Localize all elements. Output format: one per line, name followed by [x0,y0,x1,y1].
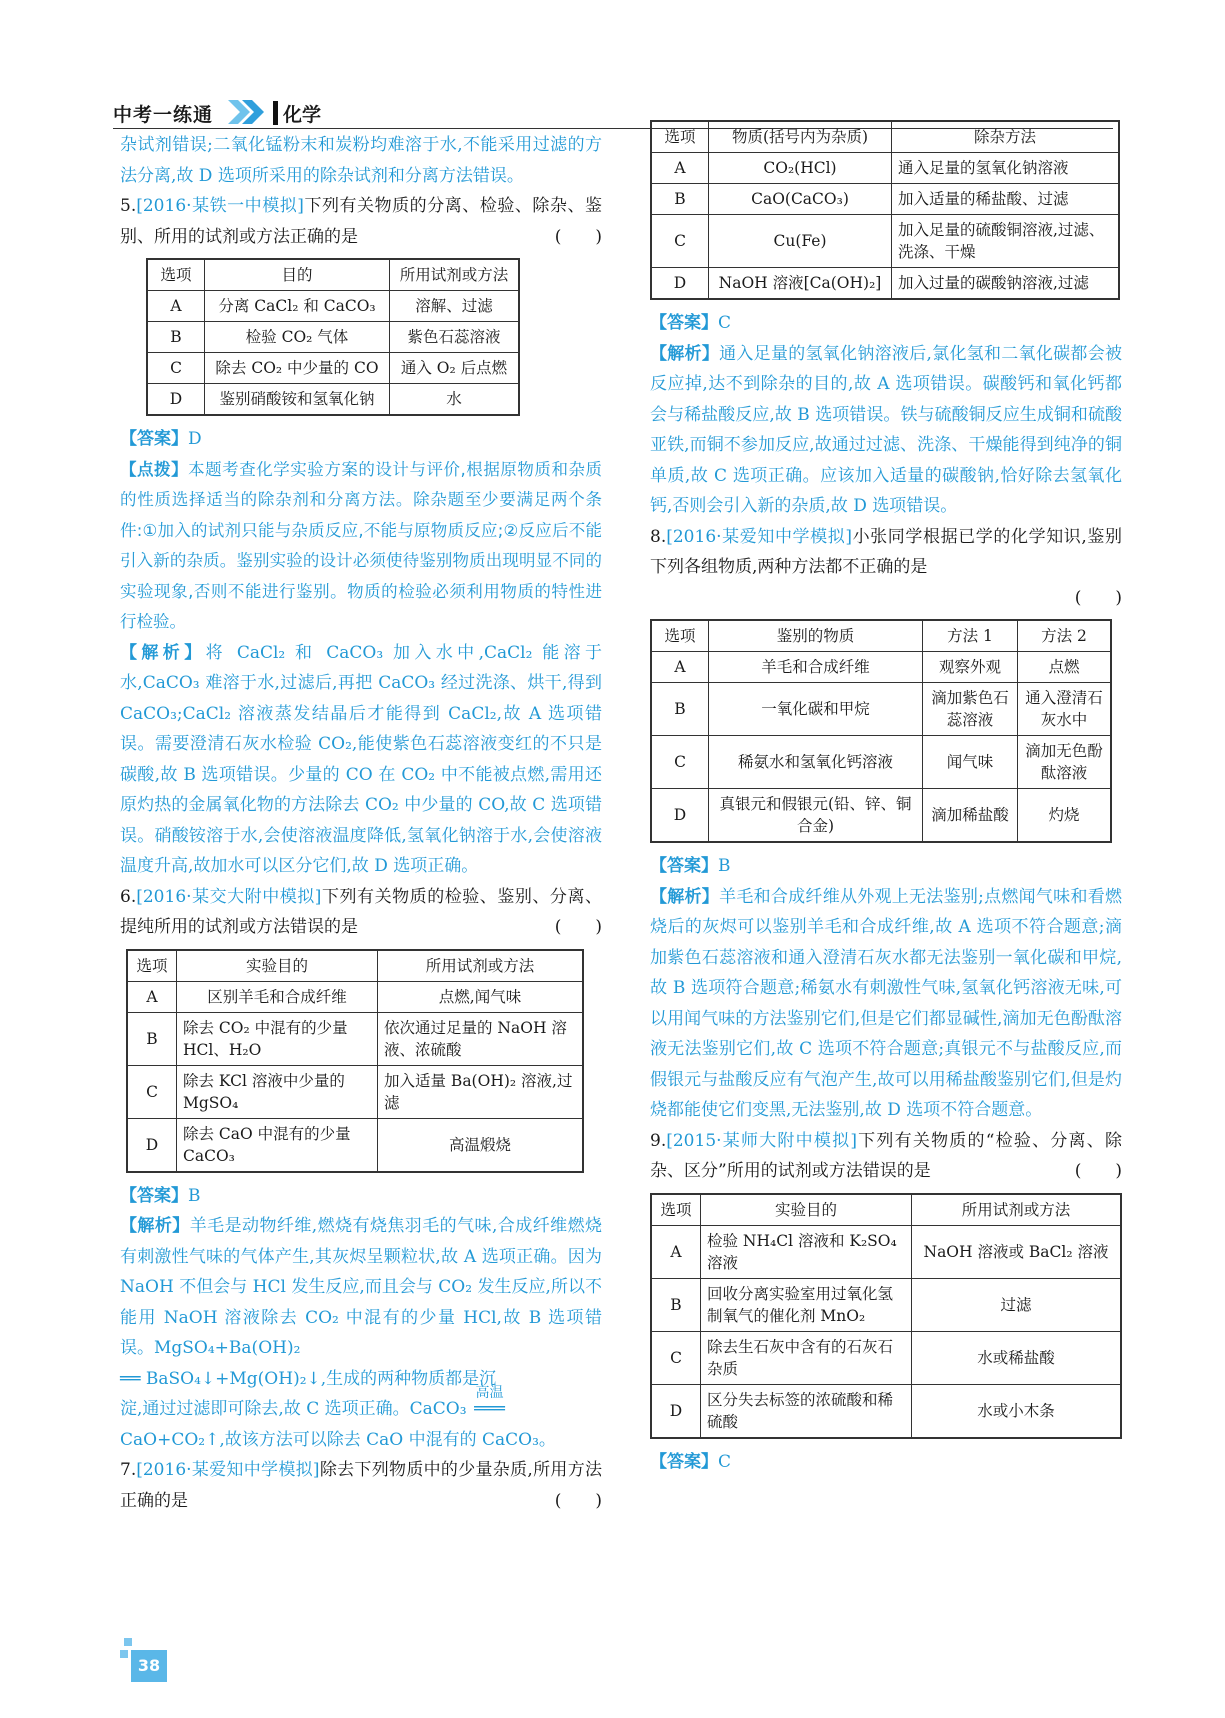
tip-text: 本题考查化学实验方案的设计与评价,根据原物质和杂质的性质选择适当的除杂剂和分离方法。除杂题至少要满足两个条件:①加入的试剂只能与杂质反应,不能与原物质反应;②反应后不能引入新的杂质。鉴别实验的设计必须使待鉴别物质出现明显不同的实验现象,否则不能进行鉴别。物质的检验必须利用物质的特性进行检验。 [120,459,602,631]
table-row [651,736,1111,789]
analysis-text: 羊毛是动物纤维,燃烧有烧焦羽毛的气味,合成纤维燃烧有刺激性气味的气体产生,其灰烬呈颗粒状,故 A 选项正确。因为 NaOH 不但会与 HCl 发生反应,而且会与 CO₂ 发生反应,所以不能用 NaOH 溶液除去 CO₂ 中混有的少量 HCl,故 B 选项错误。MgSO₄+Ba(OH)₂ [120,1216,603,1358]
q7-answer [650,308,1122,339]
table-row [651,789,1111,843]
table-cell: 通入足量的氢氧化钠溶液 [892,153,1120,184]
table-cell: NaOH 溶液[Ca(OH)₂] [709,268,892,300]
table-cell: 羊毛和合成纤维 [709,652,923,683]
table-header-cell: 实验目的 [701,1194,912,1226]
table-header-cell: 方法 1 [923,620,1018,652]
table-cell: 检验 NH₄Cl 溶液和 K₂SO₄ 溶液 [701,1225,912,1278]
table-cell: D [651,789,709,843]
table-cell: 回收分离实验室用过氧化氢制氧气的催化剂 MnO₂ [701,1278,912,1331]
q8-source: [2016·某爱知中学模拟] [666,526,852,547]
table-header-cell: 所用试剂或方法 [912,1194,1122,1226]
table-row [147,291,519,322]
table-cell: 检验 CO₂ 气体 [205,322,390,353]
q8-number: 8. [650,526,667,547]
table-cell: 滴加紫色石蕊溶液 [923,683,1018,736]
table-cell: 除去 KCl 溶液中少量的 MgSO₄ [177,1065,378,1118]
decor-square [124,1638,132,1646]
question-6 [120,882,602,943]
q7-text: 除去下列物质中的少量杂质,所用方法正确的是 [120,1460,602,1511]
table-cell: A [651,153,709,184]
table-cell: B [127,1012,177,1065]
table-row [147,322,519,353]
q5-text: 下列有关物质的分离、检验、除杂、鉴别、所用的试剂或方法正确的是 [120,196,603,247]
book-title: 中考一练通 [113,104,214,126]
q7-source: [2016·某爱知中学模拟] [136,1460,320,1480]
table-cell: B [147,322,205,353]
table-row [651,184,1119,215]
condition-label: 高温 [475,1385,504,1401]
q8-answer [650,851,1122,882]
table-header-cell: 实验目的 [177,950,378,982]
table-cell: 点燃,闻气味 [378,981,584,1012]
q7-table [650,120,1120,300]
table-header-row [651,1194,1121,1226]
table-cell: A [127,981,177,1012]
table-row [127,981,583,1012]
page-number: 38 [131,1650,167,1682]
table-cell: 滴加稀盐酸 [923,789,1018,843]
table-cell: 加入适量的稀盐酸、过滤 [892,184,1120,215]
answer-value: B [718,856,731,876]
table-row [127,1065,583,1118]
answer-value: C [718,313,732,333]
q5-analysis [120,638,602,882]
table-header-cell: 选项 [127,950,177,982]
table-cell: 水或小木条 [912,1384,1122,1438]
table-header-cell: 所用试剂或方法 [378,950,584,982]
analysis-text: 将 CaCl₂ 和 CaCO₃ 加入水中,CaCl₂ 能溶于水,CaCO₃ 难溶于水,过滤后,再把 CaCO₃ 经过洗涤、烘干,得到 CaCO₃;CaCl₂ 溶液蒸发结晶后才能得到 CaCl₂,故 A 选项错误。需要澄清石灰水检验 CO₂,能使紫色石蕊溶液变红的不只是碳酸,故 B 选项错误。少量的 CO 在 CO₂ 中不能被点燃,需用还原灼热的金属氧化物的方法除去 CO₂ 中少量的 CO,故 C 选项错误。硝酸铵溶于水,会使溶液温度降低,氢氧化钠溶于水,会使溶液温度升高,故加水可以区分它们,故 D 选项正确。 [120,642,602,876]
table-header-cell: 选项 [651,121,709,153]
q7-number: 7. [120,1460,137,1480]
question-5 [120,191,602,252]
q7-answer-paren: ( ) [554,1490,602,1511]
table-cell: 通入澄清石灰水中 [1018,683,1112,736]
q9-source: [2015·某师大附中模拟] [666,1130,857,1151]
table-header-cell: 除杂方法 [892,121,1120,153]
q5-tip [120,455,602,638]
q6-number: 6. [120,886,137,907]
q5-answer-paren: ( ) [554,226,602,247]
equals-sign: ═══ [474,1399,505,1419]
table-cell: Cu(Fe) [709,215,892,268]
q6-table [126,949,584,1173]
table-header-cell: 物质(括号内为杂质) [709,121,892,153]
table-cell: 溶解、过滤 [390,291,520,322]
analysis-text: 淀,通过过滤即可除去,故 C 选项正确。CaCO₃ [120,1399,467,1419]
table-cell: 除去 CO₂ 中混有的少量 HCl、H₂O [177,1012,378,1065]
table-row [147,353,519,384]
table-cell: 灼烧 [1018,789,1112,843]
table-cell: 加入适量 Ba(OH)₂ 溶液,过滤 [378,1065,584,1118]
q8-answer-paren: ( ) [1074,587,1122,608]
table-cell: 一氧化碳和甲烷 [709,683,923,736]
table-cell: B [651,683,709,736]
table-cell: C [127,1065,177,1118]
q5-table [146,258,520,416]
q6-analysis [120,1211,602,1364]
reaction-condition [467,1385,513,1425]
q8-analysis [650,882,1122,1126]
table-header-row [651,620,1111,652]
q6-text: 下列有关物质的检验、鉴别、分离、提纯所用的试剂或方法错误的是 [120,886,603,937]
analysis-tag: 【解析】 [650,886,720,907]
table-cell: 真银元和假银元(铅、锌、铜合金) [709,789,923,843]
answer-value: C [718,1451,732,1472]
table-cell: 区别羊毛和合成纤维 [177,981,378,1012]
table-cell: 加入足量的硫酸铜溶液,过滤、洗涤、干燥 [892,215,1120,268]
table-row [651,268,1119,300]
table-cell: D [127,1118,177,1172]
left-column [120,130,602,1516]
table-row [651,215,1119,268]
table-row [147,384,519,416]
answer-tag: 【答案】 [120,429,188,449]
table-cell: 稀氨水和氢氧化钙溶液 [709,736,923,789]
table-row [651,1225,1121,1278]
table-row [127,1012,583,1065]
table-cell: 加入过量的碳酸钠溶液,过滤 [892,268,1120,300]
table-header-cell: 所用试剂或方法 [390,259,520,291]
q6-analysis-equation: ══ BaSO₄↓+Mg(OH)₂↓,生成的两种物质都是沉 [120,1368,497,1389]
q9-answer [650,1447,1122,1478]
q6-analysis-end: CaO+CO₂↑,故该方法可以除去 CaO 中混有的 CaCO₃。 [120,1429,556,1450]
q6-answer-paren: ( ) [554,917,602,937]
table-row [651,1278,1121,1331]
answer-tag: 【答案】 [120,1185,188,1206]
table-cell: 观察外观 [923,652,1018,683]
q9-answer-paren: ( ) [1074,1161,1122,1181]
table-header-cell: 目的 [205,259,390,291]
table-cell: C [651,1331,701,1384]
table-cell: 点燃 [1018,652,1112,683]
table-cell: A [147,291,205,322]
table-cell: D [147,384,205,416]
answer-tag: 【答案】 [650,313,718,333]
table-cell: D [651,268,709,300]
table-cell: 鉴别硝酸铵和氢氧化钠 [205,384,390,416]
q9-number: 9. [650,1130,667,1151]
table-header-cell: 选项 [651,620,709,652]
table-cell: 过滤 [912,1278,1122,1331]
table-header-cell: 方法 2 [1018,620,1112,652]
question-8 [650,522,1122,583]
table-cell: 除去生石灰中含有的石灰石杂质 [701,1331,912,1384]
q9-text: 下列有关物质的“检验、分离、除杂、区分”所用的试剂或方法错误的是 [650,1130,1122,1181]
table-cell: B [651,1278,701,1331]
table-cell: 分离 CaCl₂ 和 CaCO₃ [205,291,390,322]
q6-analysis-cont [120,1385,602,1425]
table-header-cell: 选项 [651,1194,701,1226]
table-cell: 区分失去标签的浓硫酸和稀硫酸 [701,1384,912,1438]
table-cell: C [651,215,709,268]
table-cell: B [651,184,709,215]
table-cell: 水 [390,384,520,416]
q5-source: [2016·某铁一中模拟] [136,196,304,216]
table-cell: 除去 CaO 中混有的少量 CaCO₃ [177,1118,378,1172]
q6-answer [120,1181,602,1212]
table-cell: A [651,1225,701,1278]
table-cell: D [651,1384,701,1438]
table-row [651,153,1119,184]
analysis-tag: 【解析】 [120,1216,190,1236]
table-cell: 除去 CO₂ 中少量的 CO [205,353,390,384]
q5-answer [120,424,602,455]
continued-analysis: 杂试剂错误;二氧化锰粉末和炭粉均难溶于水,不能采用过滤的方法分离,故 D 选项所采用的除杂试剂和分离方法错误。 [120,135,602,186]
table-cell: C [147,353,205,384]
table-row [651,1331,1121,1384]
table-cell: C [651,736,709,789]
table-cell: 水或稀盐酸 [912,1331,1122,1384]
table-cell: 紫色石蕊溶液 [390,322,520,353]
table-header-row [651,121,1119,153]
q7-analysis [650,339,1122,522]
table-row [651,683,1111,736]
header-divider [273,101,278,125]
analysis-tag: 【解析】 [650,343,720,364]
page-header [113,98,653,132]
analysis-text: 羊毛和合成纤维从外观上无法鉴别;点燃闻气味和看燃烧后的灰烬可以鉴别羊毛和合成纤维,故 A 选项不符合题意;滴加紫色石蕊溶液和通入澄清石灰水都无法鉴别一氧化碳和甲烷,故 B 选项符合题意;稀氨水有刺激性气味,氢氧化钙溶液无味,可以用闻气味的方法鉴别它们,但是它们都显碱性,滴加无色酚酞溶液无法鉴别它们,故 C 选项不符合题意;真银元不与盐酸反应,而假银元与盐酸反应有气泡产生,故可以用稀盐酸鉴别它们,但是灼烧都能使它们变黑,无法鉴别,故 D 选项不符合题意。 [650,886,1122,1120]
table-cell: 滴加无色酚酞溶液 [1018,736,1112,789]
q8-text: 小张同学根据已学的化学知识,鉴别下列各组物质,两种方法都不正确的是 [650,526,1123,577]
q9-table [650,1193,1122,1439]
table-header-cell: 选项 [147,259,205,291]
table-cell: 高温煅烧 [378,1118,584,1172]
answer-value: D [188,429,202,449]
q8-paren-line [650,583,1122,614]
table-header-row [127,950,583,982]
table-header-row [147,259,519,291]
table-cell: 闻气味 [923,736,1018,789]
subject-title: 化学 [283,104,322,126]
q6-source: [2016·某交大附中模拟] [136,886,322,907]
table-cell: NaOH 溶液或 BaCl₂ 溶液 [912,1225,1122,1278]
question-9 [650,1126,1122,1187]
question-7 [120,1455,602,1516]
table-cell: A [651,652,709,683]
answer-value: B [188,1185,201,1206]
table-cell: CO₂(HCl) [709,153,892,184]
decor-square [120,1650,128,1658]
table-row [127,1118,583,1172]
table-cell: 依次通过足量的 NaOH 溶液、浓硫酸 [378,1012,584,1065]
answer-tag: 【答案】 [650,1451,718,1472]
analysis-text: 通入足量的氢氧化钠溶液后,氯化氢和二氧化碳都会被反应掉,达不到除杂的目的,故 A 选项错误。碳酸钙和氧化钙都会与稀盐酸反应,故 B 选项错误。铁与硫酸铜反应生成铜和硫酸亚铁,而铜不参加反应,故通过过滤、洗涤、干燥能得到纯净的铜单质,故 C 选项正确。应该加入适量的碳酸钠,恰好除去氢氧化钙,否则会引入新的杂质,故 D 选项错误。 [650,343,1122,516]
table-header-cell: 鉴别的物质 [709,620,923,652]
double-chevron-icon [226,98,272,126]
analysis-tag: 【解析】 [120,642,206,663]
q8-table [650,619,1112,843]
answer-tag: 【答案】 [650,856,718,876]
right-column [650,118,1122,1477]
table-cell: CaO(CaCO₃) [709,184,892,215]
tip-tag: 【点拨】 [120,459,189,479]
table-row [651,652,1111,683]
table-cell: 通入 O₂ 后点燃 [390,353,520,384]
table-row [651,1384,1121,1438]
q5-number: 5. [120,196,137,216]
